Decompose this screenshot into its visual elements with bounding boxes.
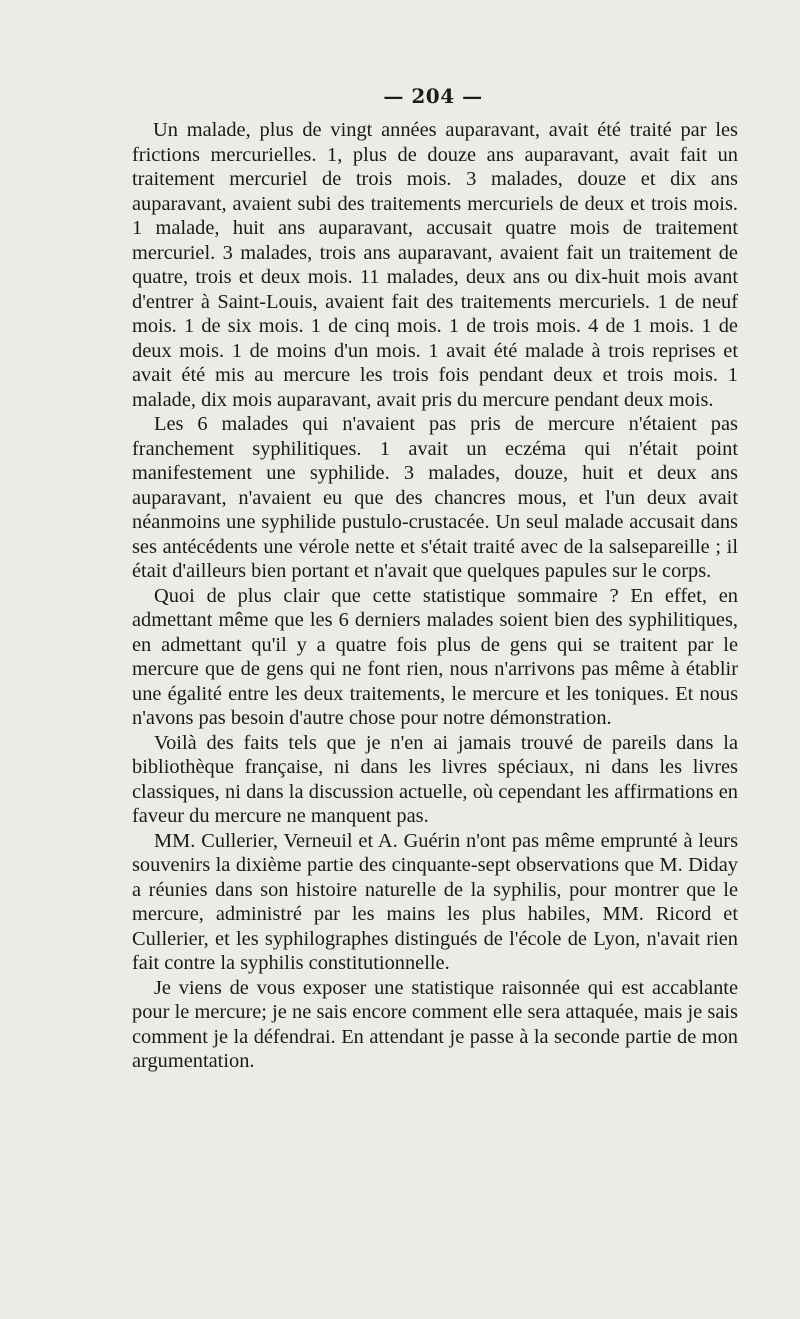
- paragraph-untreated-patients: Les 6 malades qui n'avaient pas pris de mercure n'étaient pas franchement syphilitiques. 1 avait un eczéma qui n'était point manifestement une syphilide. 3 malades, douze, huit et deux ans auparavant, n'avaient eu que des chancres mous, et l'un deux avait néanmoins une syphilide pustulo-crustacée. Un seul malade accusait dans ses antécédents une vérole nette et s'était traité avec de la salsepareille ; il était d'ailleurs bien portant et n'avait que quelques papules sur le corps.: [132, 413, 738, 582]
- paragraph-statistics-conclusion: Quoi de plus clair que cette statistique sommaire ? En effet, en admettant même que les 6 derniers malades soient bien des syphilitiques, en admettant qu'il y a quatre fois plus de gens qui se traitent par le mercure que de gens qui ne font rien, nous n'arrivons pas même à établir une égalité entre les deux traitements, le mercure et les toniques. Et nous n'avons pas besoin d'autre chose pour notre démonstration.: [132, 584, 738, 729]
- paragraph-facts: Voilà des faits tels que je n'en ai jamais trouvé de pareils dans la bibliothèque française, ni dans les livres spéciaux, ni dans les livres classiques, ni dans la discussion actuelle, où cependant les affirmations en faveur du mercure ne manquent pas.: [132, 731, 738, 827]
- paragraph-colleagues: MM. Cullerier, Verneuil et A. Guérin n'ont pas même emprunté à leurs souvenirs la dixième partie des cinquante-sept observations que M. Diday a réunies dans son histoire naturelle de la syphilis, pour montrer que le mercure, administré par les mains les plus habiles, MM. Ricord et Cullerier, et les syphilographes distingués de l'école de Lyon, n'avait rien fait contre la syphilis constitutionnelle.: [132, 829, 738, 974]
- page-body: [132, 118, 738, 1074]
- paragraph-treatment-history: Un malade, plus de vingt années auparavant, avait été traité par les frictions mercurielles. 1, plus de douze ans auparavant, avait fait un traitement mercuriel de trois mois. 3 malades, douze et dix ans auparavant, avaient subi des traitements mercuriels de deux et trois mois. 1 malade, huit ans auparavant, accusait quatre mois de traitement mercuriel. 3 malades, trois ans auparavant, avaient fait un traitement de quatre, trois et deux mois. 11 malades, deux ans ou dix-huit mois avant d'entrer à Saint-Louis, avaient fait des traitements mercuriels. 1 de neuf mois. 1 de six mois. 1 de cinq mois. 1 de trois mois. 4 de 1 mois. 1 de deux mois. 1 de moins d'un mois. 1 avait été malade à trois reprises et avait été mis au mercure les trois fois pendant deux et trois mois. 1 malade, dix mois auparavant, avait pris du mercure pendant deux mois.: [132, 119, 738, 411]
- paragraph-closing: Je viens de vous exposer une statistique raisonnée qui est accablante pour le mercure; je ne sais encore comment elle sera attaquée, mais je sais comment je la défendrai. En attendant je passe à la seconde partie de mon argumentation.: [132, 976, 738, 1072]
- page-number: — 204 —: [383, 84, 483, 108]
